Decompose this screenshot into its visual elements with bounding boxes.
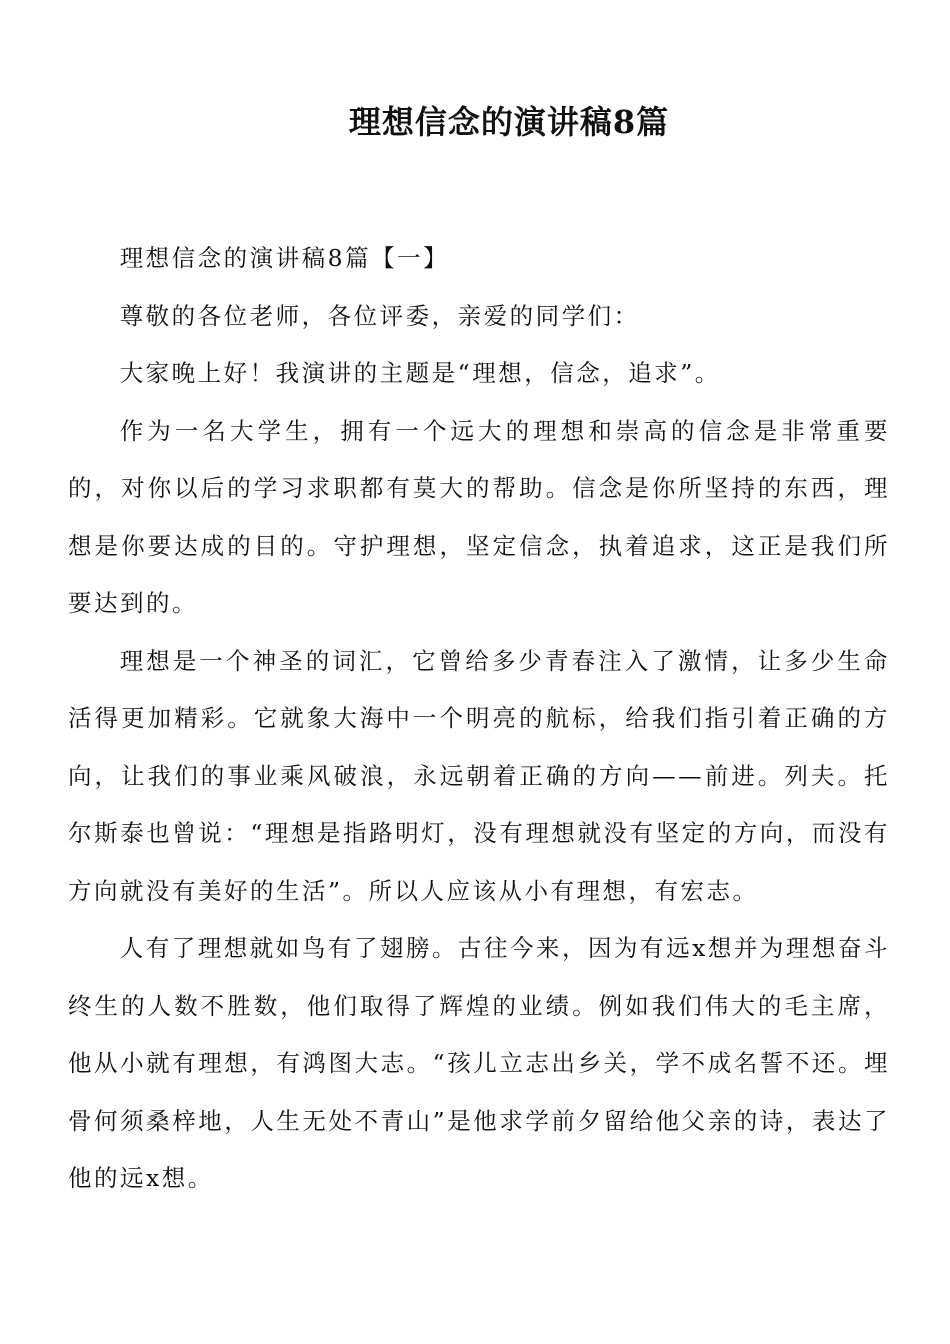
salutation-paragraph: 尊敬的各位老师，各位评委，亲爱的同学们： (119, 301, 640, 330)
greeting-paragraph: 大家晚上好！我演讲的主题是“理想，信念，追求”。 (119, 359, 721, 387)
document-body (68, 230, 890, 1208)
document-title: 理想信念的演讲稿8篇 (348, 103, 670, 141)
body-paragraph: 人有了理想就如鸟有了翅膀。古往今来，因为有远x想并为理想奋斗终生的人数不胜数，他们取得了辉煌的业绩。例如我们伟大的毛主席，他从小就有理想，有鸿图大志。“孩儿立志出乡关，学不成名誓不还。埋骨何须桑梓地，人生无处不青山”是他求学前夕留给他父亲的诗，表达了他的远x想。 (68, 934, 890, 1192)
body-paragraph: 理想是一个神圣的词汇，它曾给多少青春注入了激情，让多少生命活得更加精彩。它就象大海中一个明亮的航标，给我们指引着正确的方向，让我们的事业乘风破浪，永远朝着正确的方向——前进。列夫。托尔斯泰也曾说：“理想是指路明灯，没有理想就没有坚定的方向，而没有方向就没有美好的生活”。所以人应该从小有理想，有宏志。 (68, 646, 890, 905)
body-paragraph: 作为一名大学生，拥有一个远大的理想和崇高的信念是非常重要的，对你以后的学习求职都有莫大的帮助。信念是你所坚持的东西，理想是你要达成的目的。守护理想，坚定信念，执着追求，这正是我们所要达到的。 (68, 416, 890, 617)
section-heading: 理想信念的演讲稿8篇【一】 (119, 244, 450, 272)
